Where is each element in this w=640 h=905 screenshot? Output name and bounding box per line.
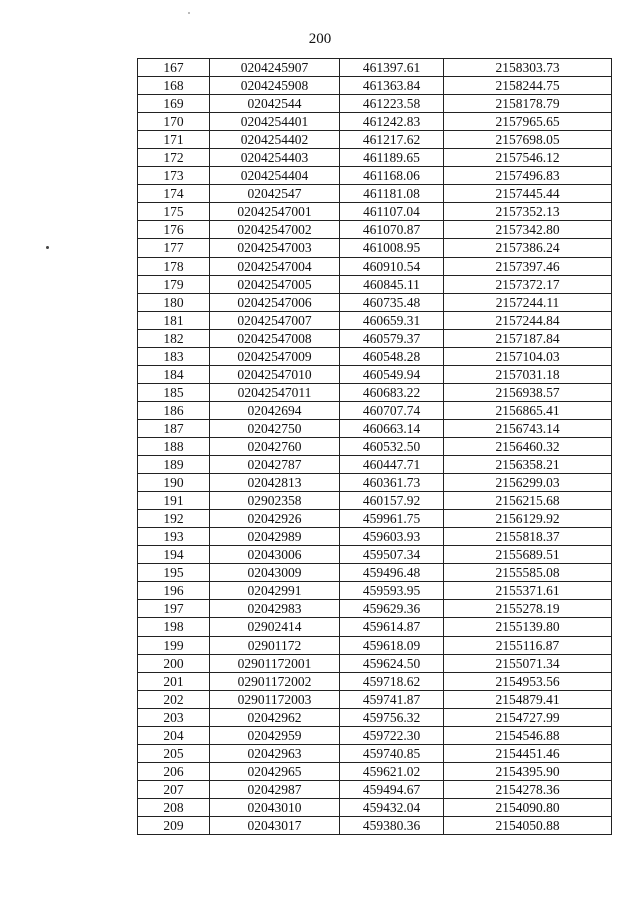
x-coordinate-cell: 461217.62 bbox=[340, 131, 444, 149]
point-id-cell: 02042959 bbox=[210, 726, 340, 744]
row-index-cell: 195 bbox=[138, 564, 210, 582]
y-coordinate-cell: 2154451.46 bbox=[444, 744, 612, 762]
table-row bbox=[138, 257, 612, 275]
row-index-cell: 178 bbox=[138, 257, 210, 275]
y-coordinate-cell: 2157342.80 bbox=[444, 221, 612, 239]
point-id-cell: 02042813 bbox=[210, 474, 340, 492]
x-coordinate-cell: 459756.32 bbox=[340, 708, 444, 726]
table-row bbox=[138, 203, 612, 221]
y-coordinate-cell: 2157031.18 bbox=[444, 365, 612, 383]
row-index-cell: 206 bbox=[138, 762, 210, 780]
row-index-cell: 193 bbox=[138, 528, 210, 546]
point-id-cell: 0204245908 bbox=[210, 77, 340, 95]
y-coordinate-cell: 2154953.56 bbox=[444, 672, 612, 690]
row-index-cell: 176 bbox=[138, 221, 210, 239]
table-row bbox=[138, 582, 612, 600]
point-id-cell: 02042547005 bbox=[210, 275, 340, 293]
table-row bbox=[138, 690, 612, 708]
x-coordinate-cell: 459740.85 bbox=[340, 744, 444, 762]
point-id-cell: 02042750 bbox=[210, 419, 340, 437]
row-index-cell: 196 bbox=[138, 582, 210, 600]
x-coordinate-cell: 459961.75 bbox=[340, 510, 444, 528]
point-id-cell: 02042694 bbox=[210, 401, 340, 419]
row-index-cell: 198 bbox=[138, 618, 210, 636]
y-coordinate-cell: 2155585.08 bbox=[444, 564, 612, 582]
point-id-cell: 02042547 bbox=[210, 185, 340, 203]
point-id-cell: 02043009 bbox=[210, 564, 340, 582]
row-index-cell: 169 bbox=[138, 95, 210, 113]
table-row bbox=[138, 546, 612, 564]
y-coordinate-cell: 2155278.19 bbox=[444, 600, 612, 618]
row-index-cell: 199 bbox=[138, 636, 210, 654]
table-row bbox=[138, 77, 612, 95]
x-coordinate-cell: 460735.48 bbox=[340, 293, 444, 311]
x-coordinate-cell: 461181.08 bbox=[340, 185, 444, 203]
y-coordinate-cell: 2154395.90 bbox=[444, 762, 612, 780]
table-row bbox=[138, 329, 612, 347]
table-row bbox=[138, 383, 612, 401]
x-coordinate-cell: 460683.22 bbox=[340, 383, 444, 401]
x-coordinate-cell: 460659.31 bbox=[340, 311, 444, 329]
point-id-cell: 02042965 bbox=[210, 762, 340, 780]
y-coordinate-cell: 2155818.37 bbox=[444, 528, 612, 546]
table-row bbox=[138, 401, 612, 419]
y-coordinate-cell: 2156743.14 bbox=[444, 419, 612, 437]
row-index-cell: 182 bbox=[138, 329, 210, 347]
point-id-cell: 02042991 bbox=[210, 582, 340, 600]
table-row bbox=[138, 654, 612, 672]
x-coordinate-cell: 460532.50 bbox=[340, 437, 444, 455]
x-coordinate-cell: 459614.87 bbox=[340, 618, 444, 636]
table-row bbox=[138, 762, 612, 780]
row-index-cell: 173 bbox=[138, 167, 210, 185]
table-row bbox=[138, 636, 612, 654]
point-id-cell: 02042989 bbox=[210, 528, 340, 546]
x-coordinate-cell: 461168.06 bbox=[340, 167, 444, 185]
table-row bbox=[138, 600, 612, 618]
y-coordinate-cell: 2156215.68 bbox=[444, 492, 612, 510]
y-coordinate-cell: 2154727.99 bbox=[444, 708, 612, 726]
table-row bbox=[138, 744, 612, 762]
table-row bbox=[138, 167, 612, 185]
y-coordinate-cell: 2155116.87 bbox=[444, 636, 612, 654]
row-index-cell: 207 bbox=[138, 780, 210, 798]
x-coordinate-cell: 459494.67 bbox=[340, 780, 444, 798]
row-index-cell: 209 bbox=[138, 816, 210, 834]
point-id-cell: 02901172002 bbox=[210, 672, 340, 690]
scan-speck bbox=[188, 12, 190, 14]
table-row bbox=[138, 293, 612, 311]
y-coordinate-cell: 2156460.32 bbox=[444, 437, 612, 455]
stray-mark bbox=[46, 246, 49, 249]
row-index-cell: 188 bbox=[138, 437, 210, 455]
point-id-cell: 0204254404 bbox=[210, 167, 340, 185]
x-coordinate-cell: 460845.11 bbox=[340, 275, 444, 293]
point-id-cell: 02042547007 bbox=[210, 311, 340, 329]
x-coordinate-cell: 461363.84 bbox=[340, 77, 444, 95]
x-coordinate-cell: 459621.02 bbox=[340, 762, 444, 780]
y-coordinate-cell: 2157386.24 bbox=[444, 239, 612, 257]
row-index-cell: 170 bbox=[138, 113, 210, 131]
row-index-cell: 180 bbox=[138, 293, 210, 311]
row-index-cell: 197 bbox=[138, 600, 210, 618]
x-coordinate-cell: 459741.87 bbox=[340, 690, 444, 708]
point-id-cell: 02042547011 bbox=[210, 383, 340, 401]
row-index-cell: 200 bbox=[138, 654, 210, 672]
y-coordinate-cell: 2157187.84 bbox=[444, 329, 612, 347]
coordinates-table bbox=[137, 58, 612, 835]
point-id-cell: 02043010 bbox=[210, 798, 340, 816]
y-coordinate-cell: 2158303.73 bbox=[444, 59, 612, 77]
y-coordinate-cell: 2156865.41 bbox=[444, 401, 612, 419]
point-id-cell: 02901172 bbox=[210, 636, 340, 654]
row-index-cell: 191 bbox=[138, 492, 210, 510]
table-row bbox=[138, 708, 612, 726]
y-coordinate-cell: 2157372.17 bbox=[444, 275, 612, 293]
point-id-cell: 02042926 bbox=[210, 510, 340, 528]
table-row bbox=[138, 95, 612, 113]
y-coordinate-cell: 2154879.41 bbox=[444, 690, 612, 708]
point-id-cell: 02901172003 bbox=[210, 690, 340, 708]
table-row bbox=[138, 510, 612, 528]
y-coordinate-cell: 2155139.80 bbox=[444, 618, 612, 636]
x-coordinate-cell: 461223.58 bbox=[340, 95, 444, 113]
row-index-cell: 194 bbox=[138, 546, 210, 564]
point-id-cell: 0204254403 bbox=[210, 149, 340, 167]
row-index-cell: 201 bbox=[138, 672, 210, 690]
row-index-cell: 204 bbox=[138, 726, 210, 744]
point-id-cell: 0204254401 bbox=[210, 113, 340, 131]
x-coordinate-cell: 460548.28 bbox=[340, 347, 444, 365]
row-index-cell: 175 bbox=[138, 203, 210, 221]
y-coordinate-cell: 2158244.75 bbox=[444, 77, 612, 95]
y-coordinate-cell: 2155071.34 bbox=[444, 654, 612, 672]
x-coordinate-cell: 459380.36 bbox=[340, 816, 444, 834]
x-coordinate-cell: 459432.04 bbox=[340, 798, 444, 816]
x-coordinate-cell: 460447.71 bbox=[340, 456, 444, 474]
x-coordinate-cell: 460579.37 bbox=[340, 329, 444, 347]
row-index-cell: 174 bbox=[138, 185, 210, 203]
point-id-cell: 02902414 bbox=[210, 618, 340, 636]
table-row bbox=[138, 347, 612, 365]
y-coordinate-cell: 2156938.57 bbox=[444, 383, 612, 401]
x-coordinate-cell: 461008.95 bbox=[340, 239, 444, 257]
point-id-cell: 02042983 bbox=[210, 600, 340, 618]
row-index-cell: 168 bbox=[138, 77, 210, 95]
row-index-cell: 185 bbox=[138, 383, 210, 401]
row-index-cell: 179 bbox=[138, 275, 210, 293]
y-coordinate-cell: 2157352.13 bbox=[444, 203, 612, 221]
y-coordinate-cell: 2156358.21 bbox=[444, 456, 612, 474]
row-index-cell: 189 bbox=[138, 456, 210, 474]
table-row bbox=[138, 456, 612, 474]
table-row bbox=[138, 239, 612, 257]
point-id-cell: 02042547006 bbox=[210, 293, 340, 311]
y-coordinate-cell: 2157445.44 bbox=[444, 185, 612, 203]
table-row bbox=[138, 113, 612, 131]
y-coordinate-cell: 2155689.51 bbox=[444, 546, 612, 564]
table-row bbox=[138, 149, 612, 167]
point-id-cell: 02042547003 bbox=[210, 239, 340, 257]
row-index-cell: 172 bbox=[138, 149, 210, 167]
table-row bbox=[138, 528, 612, 546]
table-row bbox=[138, 816, 612, 834]
point-id-cell: 02902358 bbox=[210, 492, 340, 510]
y-coordinate-cell: 2157965.65 bbox=[444, 113, 612, 131]
row-index-cell: 183 bbox=[138, 347, 210, 365]
x-coordinate-cell: 461189.65 bbox=[340, 149, 444, 167]
table-row bbox=[138, 474, 612, 492]
y-coordinate-cell: 2157397.46 bbox=[444, 257, 612, 275]
table-row bbox=[138, 185, 612, 203]
y-coordinate-cell: 2154050.88 bbox=[444, 816, 612, 834]
coordinates-table-body bbox=[138, 59, 612, 835]
table-row bbox=[138, 618, 612, 636]
table-row bbox=[138, 221, 612, 239]
point-id-cell: 0204254402 bbox=[210, 131, 340, 149]
row-index-cell: 184 bbox=[138, 365, 210, 383]
y-coordinate-cell: 2156299.03 bbox=[444, 474, 612, 492]
table-row bbox=[138, 59, 612, 77]
table-row bbox=[138, 564, 612, 582]
point-id-cell: 02042547008 bbox=[210, 329, 340, 347]
x-coordinate-cell: 460663.14 bbox=[340, 419, 444, 437]
x-coordinate-cell: 459593.95 bbox=[340, 582, 444, 600]
x-coordinate-cell: 459629.36 bbox=[340, 600, 444, 618]
point-id-cell: 02042547010 bbox=[210, 365, 340, 383]
table-row bbox=[138, 275, 612, 293]
point-id-cell: 02042547009 bbox=[210, 347, 340, 365]
point-id-cell: 02042547001 bbox=[210, 203, 340, 221]
x-coordinate-cell: 459624.50 bbox=[340, 654, 444, 672]
row-index-cell: 177 bbox=[138, 239, 210, 257]
x-coordinate-cell: 460910.54 bbox=[340, 257, 444, 275]
row-index-cell: 203 bbox=[138, 708, 210, 726]
table-row bbox=[138, 726, 612, 744]
point-id-cell: 02042987 bbox=[210, 780, 340, 798]
point-id-cell: 02042962 bbox=[210, 708, 340, 726]
point-id-cell: 02042544 bbox=[210, 95, 340, 113]
point-id-cell: 02901172001 bbox=[210, 654, 340, 672]
point-id-cell: 02042760 bbox=[210, 437, 340, 455]
row-index-cell: 171 bbox=[138, 131, 210, 149]
x-coordinate-cell: 461070.87 bbox=[340, 221, 444, 239]
point-id-cell: 02042787 bbox=[210, 456, 340, 474]
x-coordinate-cell: 459718.62 bbox=[340, 672, 444, 690]
x-coordinate-cell: 459496.48 bbox=[340, 564, 444, 582]
table-row bbox=[138, 780, 612, 798]
x-coordinate-cell: 461397.61 bbox=[340, 59, 444, 77]
y-coordinate-cell: 2156129.92 bbox=[444, 510, 612, 528]
row-index-cell: 190 bbox=[138, 474, 210, 492]
table-row bbox=[138, 492, 612, 510]
page-number: 200 bbox=[308, 31, 332, 47]
point-id-cell: 02042963 bbox=[210, 744, 340, 762]
point-id-cell: 02043017 bbox=[210, 816, 340, 834]
row-index-cell: 181 bbox=[138, 311, 210, 329]
x-coordinate-cell: 459507.34 bbox=[340, 546, 444, 564]
y-coordinate-cell: 2154090.80 bbox=[444, 798, 612, 816]
table-row bbox=[138, 437, 612, 455]
y-coordinate-cell: 2157698.05 bbox=[444, 131, 612, 149]
point-id-cell: 02042547002 bbox=[210, 221, 340, 239]
row-index-cell: 167 bbox=[138, 59, 210, 77]
row-index-cell: 208 bbox=[138, 798, 210, 816]
y-coordinate-cell: 2157496.83 bbox=[444, 167, 612, 185]
y-coordinate-cell: 2157546.12 bbox=[444, 149, 612, 167]
y-coordinate-cell: 2158178.79 bbox=[444, 95, 612, 113]
point-id-cell: 02043006 bbox=[210, 546, 340, 564]
x-coordinate-cell: 461107.04 bbox=[340, 203, 444, 221]
row-index-cell: 205 bbox=[138, 744, 210, 762]
y-coordinate-cell: 2154546.88 bbox=[444, 726, 612, 744]
x-coordinate-cell: 460361.73 bbox=[340, 474, 444, 492]
table-row bbox=[138, 311, 612, 329]
row-index-cell: 192 bbox=[138, 510, 210, 528]
table-row bbox=[138, 798, 612, 816]
x-coordinate-cell: 459722.30 bbox=[340, 726, 444, 744]
point-id-cell: 02042547004 bbox=[210, 257, 340, 275]
x-coordinate-cell: 460707.74 bbox=[340, 401, 444, 419]
x-coordinate-cell: 459618.09 bbox=[340, 636, 444, 654]
table-row bbox=[138, 131, 612, 149]
x-coordinate-cell: 461242.83 bbox=[340, 113, 444, 131]
x-coordinate-cell: 460549.94 bbox=[340, 365, 444, 383]
table-row bbox=[138, 672, 612, 690]
x-coordinate-cell: 460157.92 bbox=[340, 492, 444, 510]
table-row bbox=[138, 419, 612, 437]
row-index-cell: 202 bbox=[138, 690, 210, 708]
y-coordinate-cell: 2155371.61 bbox=[444, 582, 612, 600]
y-coordinate-cell: 2157244.11 bbox=[444, 293, 612, 311]
y-coordinate-cell: 2154278.36 bbox=[444, 780, 612, 798]
row-index-cell: 187 bbox=[138, 419, 210, 437]
point-id-cell: 0204245907 bbox=[210, 59, 340, 77]
y-coordinate-cell: 2157104.03 bbox=[444, 347, 612, 365]
y-coordinate-cell: 2157244.84 bbox=[444, 311, 612, 329]
x-coordinate-cell: 459603.93 bbox=[340, 528, 444, 546]
table-row bbox=[138, 365, 612, 383]
row-index-cell: 186 bbox=[138, 401, 210, 419]
